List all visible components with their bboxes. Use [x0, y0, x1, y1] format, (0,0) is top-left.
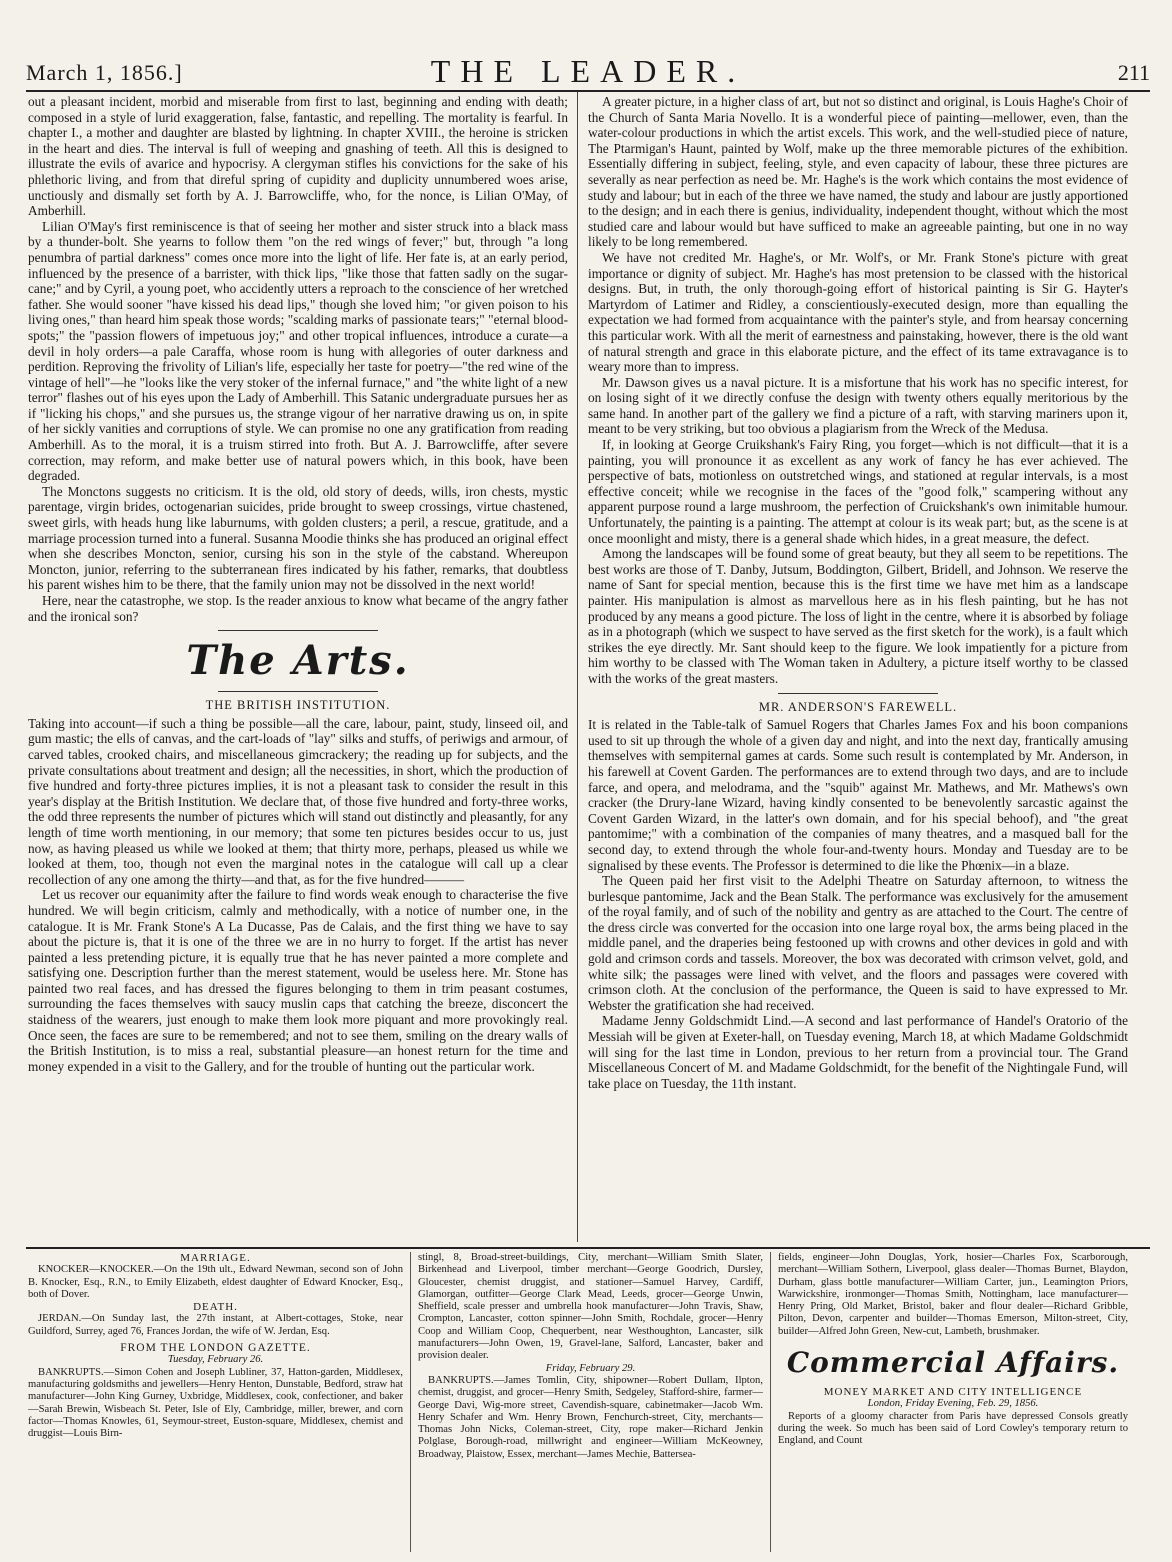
- death-heading: DEATH.: [193, 1301, 238, 1314]
- bankrupts-list: stingl, 8, Broad-street-buildings, City, merchant—William Smith Slater, Birkenhead and Liverpool, timber merchant—George Goodrich, Dursley, Gloucester, chemist druggist, and stationer—Samuel Harvey, Cardiff, Glamorgan, outfitter—George Clark Mead, Leeds, grocer—George Unwin, Sheffield, scale presser and umbrella hook manufacturer—John Travis, Shaw, Crompton, Lancaster, cotton spinner—John Smith, Rochdale, grocer—Henry Coop and William Coop, Chequerbent, near Westhoughton, Lancaster, silk manufacturers—John Owen, 19, Gravel-lane, Salford, Lancaster, baker and provision dealer.: [418, 1252, 763, 1362]
- article-paragraph: The Queen paid her first visit to the Adelphi Theatre on Saturday afternoon, to witness the burlesque pantomime, Jack and the Bean Stalk. The performance was exclusively for the amusement of the royal family, and of such of the nobility and gentry as are attached to the Court. The centre of the dress circle was converted for the occasion into one large royal box, the arms being placed in the middle panel, and the draperies being festooned up with crowns and other devices in gold and with gold and crimson cords and tassels. Moreover, the box was decorated with crimson velvet, gold, and white silk; the passages were lined with velvet, and the floors and passages were covered with crimson cloth. At the conclusion of the performance, the Queen is said to have expressed to Mr. Webster the gratification she had received.: [588, 873, 1128, 1013]
- article-paragraph: Mr. Dawson gives us a naval picture. It is a misfortune that his work has no specific interest, for on losing sight of it we directly confuse the design with twenty others equally meritorious by the same hand. In another part of the gallery we find a picture of a raft, with starving mariners upon it, meant to be very striking, but too obvious a plagiarism from the Wreck of the Medusa.: [588, 374, 1128, 437]
- left-column: [28, 94, 568, 1244]
- section-divider: [218, 691, 378, 692]
- section-divider: [218, 630, 378, 631]
- the-arts-heading: The Arts.: [186, 637, 410, 685]
- money-market-date: London, Friday Evening, Feb. 29, 1856.: [867, 1398, 1039, 1410]
- article-paragraph: If, in looking at George Cruikshank's Fairy Ring, you forget—which is not difficult—that it is a painting, you will pronounce it as excellent as any work of fancy he has ever achieved. The perspective of bats, motionless on outstretched wings, and stationed at regular intervals, is a most effective conceit; while we recognise in the faces of the "good folk," scampering without any apparent purpose round a large mushroom, the perfection of Cruickshank's own inimitable humour. Unfortunately, the painting is a painting. The attempt at colour is its weak part; but, as the scene is at once moonlight and misty, there is a general shade which hides, in a great measure, the defect.: [588, 437, 1128, 546]
- issue-date: March 1, 1856.]: [26, 60, 183, 85]
- article-paragraph: Madame Jenny Goldschmidt Lind.—A second and last performance of Handel's Oratorio of the Messiah will be given at Exeter-hall, on Tuesday evening, March 18, at which Madame Goldschmidt will sing for the last time in London, previous to her return from a provincial tour. The Grand Miscellaneous Concert of M. and Madame Goldschmidt, for the benefit of the Nightingale Fund, will take place on Tuesday, the 11th instant.: [588, 1013, 1128, 1091]
- commercial-column: [778, 1252, 1128, 1552]
- review-paragraph: Here, near the catastrophe, we stop. Is the reader anxious to know what became of the angry father and the ironical son?: [28, 593, 568, 624]
- column-divider: [410, 1252, 411, 1552]
- newspaper-page: [18, 0, 1158, 1562]
- commercial-affairs-heading: Commercial Affairs.: [786, 1346, 1120, 1380]
- right-column: [588, 94, 1128, 1244]
- article-paragraph: We have not credited Mr. Haghe's, or Mr. Wolf's, or Mr. Frank Stone's picture with great importance or dignity of subject. Mr. Haghe's has most pretension to be classed with the historical designs. But, in truth, the only thorough-going effort of historical painting is Sir G. Hayter's Martyrdom of Latimer and Ridley, a conscientiously-executed design, more than equalling the expectation we had formed from acquaintance with the painter's style, and from hearsay concerning this particular work. With all the merit of earnestness and painstaking, however, there is the old want of natural strength and grace in this elaborate picture, and the effect of its tame extravagance is to weary more than to impress.: [588, 249, 1128, 375]
- money-market-text: Reports of a gloomy character from Paris have depressed Consols greatly during the week. So much has been said of Lord Cowley's temporary return to England, and Count: [778, 1410, 1128, 1447]
- bottom-rule: [26, 1247, 1150, 1249]
- column-divider: [577, 92, 578, 1242]
- column-divider: [770, 1252, 771, 1552]
- bankrupts-list: BANKRUPTS.—Simon Cohen and Joseph Lubliner, 37, Hatton-garden, Middlesex, manufacturing goldsmiths and jewellers—Henry Henton, Dunstable, Bedford, straw hat manufacturer—John King Gurney, Uxbridge, Middlesex, cook, confectioner, and baker—Sarah Brewin, Wisbeach St. Peter, Isle of Ely, Cambridge, miller, brewer, and corn factor—Thomas Knowles, 61, Seymour-street, Euston-square, Middlesex, chemist and druggist—Louis Birn-: [28, 1366, 403, 1440]
- article-paragraph: Let us recover our equanimity after the failure to find words weak enough to characterise the five hundred. We will begin criticism, calmly and methodically, with a notice of number one, in the catalogue. It is Mr. Frank Stone's A La Ducasse, Pas de Calais, and the first thing we have to say about the picture is, that it is one of the three we are in no hurry to forget. If the artist has never painted a less pretending picture, it is equally true that he has never painted a more complete and satisfying one. Description further than the merest statement, would be useless here. Mr. Stone has painted two real faces, and has dressed the figures belonging to them in trim peasant costumes, surrounding the faces themselves with saucy muslin caps that catching the breeze, disconcert the staidness of the wearers, just enough to make them look more piquant and more provokingly real. Once seen, the faces are sure to be remembered; and not to see them, smiling on the dreary walls of the British Institution, is to miss a real, substantial pleasure—an honest return for the time and money expended in a visit to the Gallery, and for the trouble of hunting out the particular work.: [28, 887, 568, 1074]
- death-notice: JERDAN.—On Sunday last, the 27th instant, at Albert-cottages, Stoke, near Guildford, Surrey, aged 76, Frances Jordan, the wife of W. Jerdan, Esq.: [28, 1313, 403, 1337]
- article-paragraph: Taking into account—if such a thing be possible—all the care, labour, paint, study, linseed oil, and gum mastic; the ells of canvas, and the cart-loads of "lay" silks and stuffs, of periwigs and armour, of carved tables, crooked chairs, and miscellaneous gimcrackery; the reading up for subjects, and the private consultations about treatment and design; all the necessities, in short, which the production of five hundred and forty-three pictures implies, it is not a pleasant task to consider the result in this year's display at the British Institution. We declare that, of those five hundred and forty-three works, the odd three represents the number of pictures which will stand out distinctly and pleasantly, for any length of time worth mentioning, in our memory; that some ten pictures besides occur to us, just now, as having pleased us while we looked at them; that thirty more, perhaps, pleased us while we looked at them, too, though not even the marginal notes in the catalogue will call up a clear recollection of any one among the thirty—and that, as for the five hundred———: [28, 715, 568, 887]
- gazette-column: [418, 1252, 763, 1552]
- article-paragraph: Among the landscapes will be found some of great beauty, but they all seem to be repetitions. The best works are those of T. Danby, Jutsum, Boddington, Gilbert, Bridell, and Johnson. We reserve the name of Sant for special mention, because this is the first time we have met him as a landscape painter. His manipulation is almost as marvellous here as in his flesh painting, but he has not produced by any means a good picture. The loss of light in the centre, where it is absorbed by foliage as in a photograph (which we suspect to have served as the first sketch for the work), is a fault which strikes the eye directly. Mr. Sant should keep to the figure. We look impatiently for a picture from him worthy to be classed with The Woman taken in Adultery, a picture itself worthy to be classed with the works of the great masters.: [588, 546, 1128, 686]
- british-institution-heading: THE BRITISH INSTITUTION.: [205, 698, 391, 713]
- notices-column: [28, 1252, 403, 1552]
- money-market-heading: MONEY MARKET AND CITY INTELLIGENCE: [823, 1386, 1083, 1399]
- article-paragraph: It is related in the Table-talk of Samuel Rogers that Charles James Fox and his boon companions used to sit up through the whole of a given day and night, and into the next day, frantically amusing themselves with sempiternal games at cards. Some such result is contemplated by Mr. Anderson, in his farewell at Covent Garden. The performances are to extend through two days, and are to include farce, and opera, and melodrama, and the "squib" against Mr. Mathews, and Mr. Mathews's own cracker (the Drury-lane Wizard, having kindly consented to be benevolently sarcastic against the Covent Garden Wizard, in the latter's own domain, and for his special behoof), and "the great pantomime;" with a combination of the companies of many theatres, and a masqued ball for the second day, to extend through the whole four-and-twenty hours. Monday and Tuesday are to be signalised by these events. The Professor is determined to die like the Phœnix—in a blaze.: [588, 717, 1128, 873]
- review-paragraph: The Monctons suggests no criticism. It is the old, old story of deeds, wills, iron chests, mystic parentage, virgin brides, octogenarian suicides, pride brought to sweep crossings, virtue chastened, sweet girls, with heads hung like laburnums, with golden clusters; a peril, a rescue, gratitude, and a marriage procession turned into a funeral. Susanna Moodie thinks she has produced an original effect when she describes Moncton, senior, cursing his son in the style of the cabstand. Whereupon Moncton, junior, referring to the subterranean fires indicated by his father, remarks, that doubtless his parent wishes him to be there, that the family union may not be dissolved in the next world!: [28, 483, 568, 593]
- gazette-date: Friday, February 29.: [545, 1362, 636, 1374]
- bankrupts-list: BANKRUPTS.—James Tomlin, City, shipowner—Robert Dullam, Ilpton, chemist, druggist, and grocer—Henry Smith, Sedgeley, Stafford-shire, farmer—George Davi, Wig-more street, Cavendish-square, cabinetmaker—Jacob Wm. Henry Schafer and Wm. Henry Brown, Fenchurch-street, City, merchants—Thomas John Nicks, Coleman-street, City, rope maker—Richard Jenkin Polglase, Borough-road, millwright and engineer—William McKeowney, Broadway, Plaistow, Essex, merchant—James Mechie, Battersea-: [418, 1374, 763, 1460]
- anderson-farewell-heading: MR. ANDERSON'S FAREWELL.: [758, 699, 958, 714]
- gazette-date: Tuesday, February 26.: [167, 1354, 264, 1366]
- marriage-heading: MARRIAGE.: [180, 1252, 251, 1264]
- bankrupts-list: fields, engineer—John Douglas, York, hosier—Charles Fox, Scarborough, merchant—William Sothern, Liverpool, glass dealer—Thomas Burnet, Blaydon, Durham, glass bottle manufacturer—William Carter, jun., Leamington Priors, Warwickshire, ironmonger—Thomas Smith, Nottingham, lace manufacturer—Henry Pring, Old Market, Bristol, baker and flour dealer—Richard Gribble, Pilton, Devon, carpenter and builder—Thomas Emerson, Milton-street, City, builder—Alfred John Green, New-cut, Lambeth, brushmaker.: [778, 1252, 1128, 1337]
- newspaper-title: THE LEADER.: [430, 53, 746, 89]
- review-paragraph: out a pleasant incident, morbid and miserable from first to last, beginning and ending with death; composed in a style of lurid exaggeration, false, fantastic, and repelling. The mortality is fearful. In chapter I., a mother and daughter are blasted by lightning. In chapter XVIII., the heroine is stricken in the heart and dies. The interval is full of weeping and gnashing of teeth. All this is designed to illustrate the evils of avarice and hypocrisy. A clergyman stifles his convictions for the sake of his phlethoric living, and from that direful spring of cupidity and duplicity unnumbered woes arise, unctiously and dismally set forth by A. J. Barrowcliffe, who, for the nonce, is Lilian O'May, of Amberhill.: [28, 94, 568, 219]
- gazette-heading: FROM THE LONDON GAZETTE.: [120, 1342, 311, 1355]
- section-divider: [778, 693, 938, 694]
- review-paragraph: Lilian O'May's first reminiscence is that of seeing her mother and sister struck into a black mass by a thunder-bolt. She yearns to follow them "on the red wings of fever;" but, through "a long penumbra of partial darkness" comes once more into the light of life. Her fate is, at an early period, influenced by the presence of a barrister, with thick lips, "like those that fatten sadly on the sugar-cane;" and by Cyril, a young poet, who accidently utters a reproach to the conscience of her wretched father. She would sooner "have kissed his dead lips," though she loved him; "or given poison to his living ones," than heard him speak those words; "scalding marks of passionate tears;" "eternal blood-spots;" the "passion flowers of impetuous joy;" and other tropical influences, introduce a curate—a devil in holy orders—a pale Caraffa, whose room is hung with allegories of outer darkness and perdition. Reproving the frivolity of Lilian's life, especially her taste for poetry—"the red wine of the vintage of hell"—he "looks like the very stoker of the infernal furnace," and "the white light of a new terror" flashes out of his eyes upon the Lady of Amberhill. This Satanic undergraduate pursues her as if "licking his chops," and she pursues us, the strange vigour of her narrative drawing us on, in spite of her sickly vanities and corruptions of style. We can promise no one any gratification from reading Amberhill. As to the moral, it is a truism stirred into froth. But A. J. Barrowcliffe, after severe correction, may reform, and make better use of natural powers which, in this book, have been degraded.: [28, 218, 568, 484]
- masthead-rule: [26, 90, 1150, 92]
- marriage-notice: KNOCKER—KNOCKER.—On the 19th ult., Edward Newman, second son of John B. Knocker, Esq., R.N., to Emily Elizabeth, eldest daughter of Edward Knocker, Esq., both of Dover.: [28, 1264, 403, 1300]
- article-paragraph: A greater picture, in a higher class of art, but not so distinct and original, is Louis Haghe's Choir of the Church of Santa Maria Novello. It is a wonderful piece of painting—mellower, even, than the water-colour productions in which the artist excels. This work, and the well-studied piece of nature, The Ptarmigan's Haunt, painted by Wolf, make up the three memorable pictures of the exhibition. Essentially differing in subject, feeling, style, and even capacity of labour, these three pictures are severally as near perfection as need be. Mr. Haghe's is the work which contains the most evidence of study and labour; but in each of the three we have named, the study and labour are justly apportioned to the design; and in each there is genius, individuality, independent thought, without which the most studied care and labour would but have sufficed to make an agreeable painting, but one in no way likely to be long remembered.: [588, 94, 1128, 250]
- page-number: 211: [1117, 60, 1150, 85]
- masthead: [26, 50, 1150, 90]
